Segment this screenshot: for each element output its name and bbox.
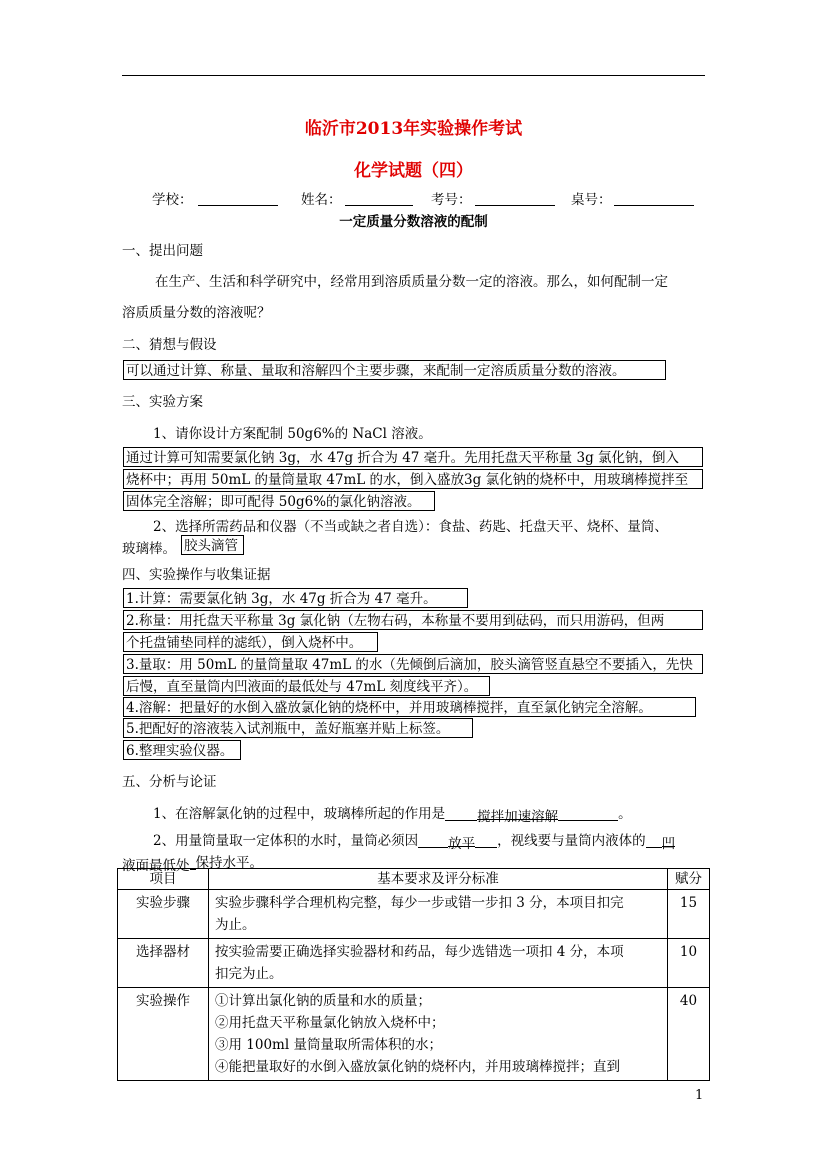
header-rule [122,75,705,76]
table-row [118,890,710,939]
analysis-q1-blank-trail [558,806,618,821]
school-label: 学校： [152,192,193,208]
section-1-para-line2: 溶质质量分数的溶液呢？ [122,305,271,321]
analysis-question-1 [153,802,632,825]
row-criteria [209,988,668,1081]
col-header-item: 项目 [118,869,209,890]
desk-label: 桌号： [571,192,612,208]
plan-question-1: 1、请你设计方案配制 50g6%的 NaCl 溶液。 [153,426,432,442]
scoring-table-header [118,869,710,890]
plan-answer-line3: 固体完全溶解；即可配得 50g6%的氯化钠溶液。 [123,491,435,511]
desk-blank[interactable] [614,205,694,206]
criteria-line: ①计算出氯化钠的质量和水的质量； [215,993,431,1009]
table-row [118,939,710,988]
school-blank[interactable] [198,205,278,206]
document-title: 临沂市2013年实验操作考试 [304,119,523,139]
section-3-heading: 三、实验方案 [122,394,203,410]
analysis-q2-end: 保持水平。 [195,855,263,871]
section-4-heading: 四、实验操作与收集证据 [122,567,271,583]
analysis-q2-blank-lead [418,833,448,848]
step-2-line2: 个托盘铺垫同样的滤纸），倒入烧杯中。 [123,632,378,652]
analysis-q2-answer-2a: 凹 [662,832,676,847]
analysis-q2-answer-2b: 液面最低处 [122,854,190,869]
step-4-box: 4.溶解：把量好的水倒入盛放氯化钠的烧杯中，并用玻璃棒搅拌，直至氯化钠完全溶解。 [123,697,696,717]
page-number: 1 [695,1088,704,1103]
plan-question-2-line1: 2、选择所需药品和仪器（不当或缺之者自选）：食盐、药匙、托盘天平、烧杯、量筒、 [153,519,668,535]
table-row [118,988,710,1081]
analysis-q1-prompt: 1、在溶解氯化钠的过程中，玻璃棒所起的作用是 [153,806,446,822]
row-item: 实验步骤 [118,890,209,939]
analysis-q2-blank-trail [475,833,497,848]
criteria-line: ④能把量取好的水倒入盛放氯化钠的烧杯内，并用玻璃棒搅拌；直到 [215,1059,620,1075]
row-score: 10 [668,939,710,988]
row-score: 40 [668,988,710,1081]
step-6-box: 6.整理实验仪器。 [123,740,241,760]
plan-question-2-answer: 胶头滴管 [181,535,244,555]
analysis-q2-blank-2 [646,833,662,848]
step-3-line2: 后慢，直至量筒内凹液面的最低处与 47mL 刻度线平齐）。 [123,676,490,696]
criteria-line: 按实验需要正确选择实验器材和药品，每少选错选一项扣 4 分，本项 [215,944,624,960]
section-1-para-line1: 在生产、生活和科学研究中，经常用到溶质质量分数一定的溶液。那么，如何配制一定 [155,274,668,290]
step-1-box: 1.计算：需要氯化钠 3g，水 47g 折合为 47 毫升。 [123,588,468,608]
plan-answer-line2: 烧杯中；再用 50mL 的量筒量取 47mL 的水，倒入盛放3g 氯化钠的烧杯中，用玻璃棒搅拌至 [123,469,703,489]
analysis-q1-blank-lead [445,806,477,821]
exam-number-label: 考号： [431,192,472,208]
document-subtitle: 化学试题（四） [354,161,473,181]
analysis-q2-prompt: 2、用量筒量取一定体积的水时，量筒必须因 [153,833,419,849]
criteria-line: ③用 100ml 量筒量取所需体积的水； [215,1037,442,1053]
name-label: 姓名： [301,192,342,208]
scoring-table [117,868,710,1081]
row-item: 实验操作 [118,988,209,1081]
row-criteria [209,890,668,939]
criteria-line: 扣完为止。 [215,966,283,982]
row-criteria [209,939,668,988]
plan-answer-line1: 通过计算可知需要氯化钠 3g，水 47g 折合为 47 毫升。先用托盘天平称量 3g 氯化钠，倒入 [123,447,703,467]
step-3-line1: 3.量取：用 50mL 的量筒量取 47mL 的水（先倾倒后滴加，胶头滴管竖直悬空不要插入，先快 [123,654,703,674]
analysis-q2-answer-1: 放平 [448,832,475,847]
criteria-line: ②用托盘天平称量氯化钠放入烧杯中； [215,1015,445,1031]
section-5-heading: 五、分析与论证 [122,774,217,790]
col-header-criteria: 基本要求及评分标准 [209,869,668,890]
hypothesis-answer-box: 可以通过计算、称量、量取和溶解四个主要步骤，来配制一定溶质质量分数的溶液。 [123,360,666,380]
analysis-question-2-line1 [153,829,676,852]
row-item: 选择器材 [118,939,209,988]
exam-number-blank[interactable] [475,205,555,206]
criteria-line: 实验步骤科学合理机构完整，每少一步或错一步扣 3 分，本项目扣完 [215,895,624,911]
section-1-heading: 一、提出问题 [122,243,203,259]
col-header-score: 赋分 [668,869,710,890]
analysis-q1-answer: 搅拌加速溶解 [477,805,558,820]
row-score: 15 [668,890,710,939]
plan-question-2-line2: 玻璃棒。 [122,541,176,557]
section-2-heading: 二、猜想与假设 [122,337,217,353]
criteria-line: 为止。 [215,917,256,933]
analysis-q2-middle: ，视线要与量筒内液体的 [497,833,646,849]
step-5-box: 5.把配好的溶液装入试剂瓶中，盖好瓶塞并贴上标签。 [123,718,473,738]
analysis-q1-end: 。 [618,806,632,822]
experiment-title: 一定质量分数溶液的配制 [339,214,488,230]
step-2-line1: 2.称量：用托盘天平称量 3g 氯化钠（左物右码，本称量不要用到砝码，而只用游码，但两 [123,610,703,630]
name-blank[interactable] [345,205,413,206]
